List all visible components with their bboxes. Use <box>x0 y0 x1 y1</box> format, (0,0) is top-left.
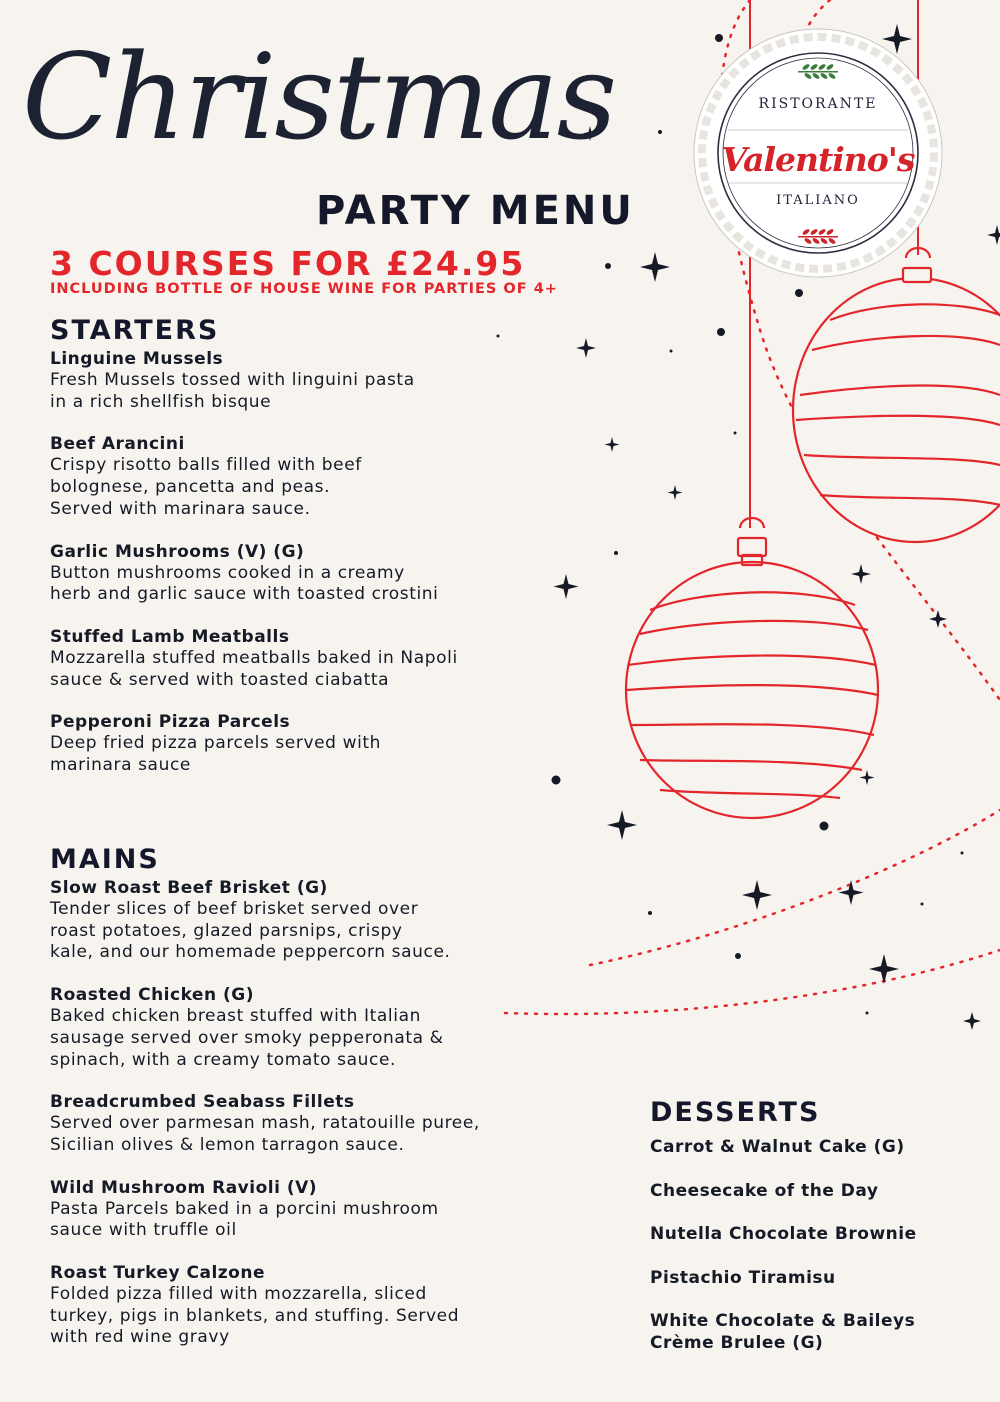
item-name: Beef Arancini <box>50 434 185 455</box>
dessert-item: Pistachio Tiramisu <box>650 1267 836 1288</box>
dessert-item: Cheesecake of the Day <box>650 1180 879 1201</box>
logo-top-text: RISTORANTE <box>758 96 878 112</box>
item-description: Tender slices of beef brisket served over roast potatoes, glazed parsnips, crispy kale, and our homemade peppercorn sauce. <box>50 899 451 963</box>
item-name: Pepperoni Pizza Parcels <box>50 712 291 733</box>
menu-item <box>50 711 570 776</box>
item-description: Served over parmesan mash, ratatouille puree, Sicilian olives & lemon tarragon sauce. <box>50 1113 480 1155</box>
item-description: Deep fried pizza parcels served with marinara sauce <box>50 733 382 776</box>
menu-item <box>50 1262 570 1349</box>
dessert-item: Carrot & Walnut Cake (G) <box>650 1137 905 1157</box>
logo-name: Valentino's <box>721 140 915 179</box>
item-description: Crispy risotto balls filled with beef bolognese, pancetta and peas. Served with marinara sauce. <box>50 455 362 519</box>
item-name: Slow Roast Beef Brisket (G) <box>50 878 328 898</box>
dessert-item: Nutella Chocolate Brownie <box>650 1224 917 1244</box>
item-description: Folded pizza filled with mozzarella, sliced turkey, pigs in blankets, and stuffing. Served with red wine gravy <box>50 1284 460 1348</box>
menu-item <box>50 1177 570 1242</box>
menu-item <box>50 877 570 964</box>
page-subtitle: PARTY MENU <box>316 188 635 234</box>
offer-note: INCLUDING BOTTLE OF HOUSE WINE FOR PARTIES OF 4+ <box>50 281 558 297</box>
desserts-section <box>650 1096 980 1376</box>
menu-item <box>50 984 570 1071</box>
item-description: Mozzarella stuffed meatballs baked in Napoli sauce & served with toasted ciabatta <box>50 647 458 690</box>
item-description: Baked chicken breast stuffed with Italian sausage served over smoky pepperonata & spinach, with a creamy tomato sauce. <box>50 1006 444 1070</box>
bauble-large-icon <box>626 518 878 818</box>
item-name: Breadcrumbed Seabass Fillets <box>50 1092 355 1113</box>
item-description: Fresh Mussels tossed with linguini pasta in a rich shellfish bisque <box>50 370 415 412</box>
menu-item <box>50 626 570 691</box>
item-name: Garlic Mushrooms (V) (G) <box>50 541 305 562</box>
item-name: Roasted Chicken (G) <box>50 985 254 1006</box>
starters-section <box>50 314 570 797</box>
item-name: Wild Mushroom Ravioli (V) <box>50 1177 318 1198</box>
menu-item <box>50 1091 570 1156</box>
dessert-item: White Chocolate & Baileys Crème Brulee (G) <box>650 1311 916 1353</box>
item-description: Button mushrooms cooked in a creamy herb and garlic sauce with toasted crostini <box>50 562 439 605</box>
item-description: Pasta Parcels baked in a porcini mushroom sauce with truffle oil <box>50 1198 439 1241</box>
price-offer: 3 COURSES FOR £24.95 <box>50 244 526 283</box>
menu-item <box>50 348 570 413</box>
item-name: Roast Turkey Calzone <box>50 1263 265 1284</box>
menu-item <box>50 541 570 606</box>
mains-section <box>50 843 570 1369</box>
page-title: Christmas <box>22 28 616 166</box>
item-name: Linguine Mussels <box>50 349 224 369</box>
logo-bottom-text: ITALIANO <box>776 193 860 208</box>
section-title: STARTERS <box>50 315 220 346</box>
section-title: MAINS <box>50 844 160 875</box>
section-title: DESSERTS <box>650 1097 821 1128</box>
menu-item <box>50 433 570 520</box>
bauble-small-icon <box>793 248 1000 542</box>
item-name: Stuffed Lamb Meatballs <box>50 626 290 647</box>
